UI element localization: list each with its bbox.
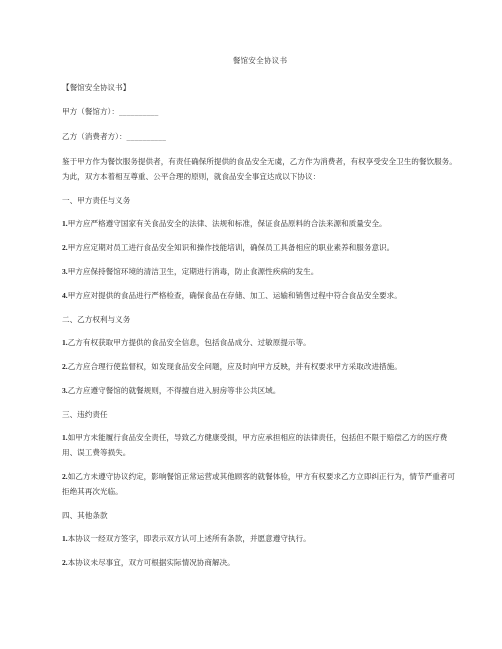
item-text: 本协议一经双方签字，即表示双方认可上述所有条款，并愿意遵守执行。 [67, 534, 311, 543]
party-b-line [62, 129, 458, 144]
list-item [62, 216, 458, 231]
item-text: 乙方有权获取甲方提供的食品安全信息，包括食品成分、过敏原提示等。 [67, 338, 311, 347]
item-number: 2. [62, 558, 68, 567]
item-text: 乙方应遵守餐馆的就餐规则，不得擅自进入厨房等非公共区域。 [67, 386, 281, 395]
item-text: 甲方应严格遵守国家有关食品安全的法律、法规和标准，保证食品原料的合法来源和质量安全。 [67, 219, 387, 228]
section-title: 三、违约责任 [62, 410, 108, 419]
list-item [62, 264, 458, 279]
list-item [62, 359, 458, 374]
item-number: 1. [62, 433, 68, 442]
section-other-terms [62, 508, 458, 570]
document-subtitle: 【餐馆安全协议书】 [62, 83, 131, 92]
section-title: 二、乙方权利与义务 [62, 315, 131, 324]
item-number: 2. [62, 243, 68, 252]
list-item [62, 531, 458, 546]
item-number: 1. [62, 338, 68, 347]
document-title: 餐馆安全协议书 [232, 56, 288, 65]
item-number: 2. [62, 472, 68, 481]
item-text: 本协议未尽事宜，双方可根据实际情况协商解决。 [67, 558, 235, 567]
list-item [62, 288, 458, 303]
item-text: 甲方应定期对员工进行食品安全知识和操作技能培训，确保员工具备相应的职业素养和服务意识。 [67, 243, 395, 252]
list-item [62, 469, 458, 499]
item-number: 4. [62, 291, 68, 300]
item-text: 甲方应保持餐馆环境的清洁卫生，定期进行消毒，防止食源性疾病的发生。 [67, 267, 319, 276]
item-text: 如乙方未遵守协议约定，影响餐馆正常运营或其他顾客的就餐体验，甲方有权要求乙方立即纠正行为，情节严重者可拒绝其再次光临。 [62, 472, 455, 496]
list-item [62, 555, 458, 570]
list-item [62, 335, 458, 350]
section-title: 四、其他条款 [62, 511, 108, 520]
section-liability [62, 407, 458, 499]
list-item [62, 383, 458, 398]
intro-paragraph: 鉴于甲方作为餐饮服务提供者，有责任确保所提供的食品安全无虞，乙方作为消费者，有权享受安全卫生的餐饮服务。为此，双方本着相互尊重、公平合理的原则，就食品安全事宜达成以下协议： [62, 157, 457, 181]
party-a-line [62, 104, 458, 119]
item-number: 1. [62, 534, 68, 543]
party-a-blank: __________ [118, 107, 159, 116]
party-a-label: 甲方（餐馆方）： [62, 107, 119, 116]
section-rights-b [62, 312, 458, 398]
item-number: 3. [62, 267, 68, 276]
item-text: 乙方应合理行使监督权，如发现食品安全问题，应及时向甲方反映，并有权要求甲方采取改进措施。 [67, 362, 402, 371]
item-text: 如甲方未能履行食品安全责任，导致乙方健康受损，甲方应承担相应的法律责任，包括但不限于赔偿乙方的医疗费用、误工费等损失。 [62, 433, 448, 457]
item-number: 3. [62, 386, 68, 395]
section-title: 一、甲方责任与义务 [62, 196, 131, 205]
list-item [62, 430, 458, 460]
item-number: 2. [62, 362, 68, 371]
item-text: 甲方应对提供的食品进行严格检查，确保食品在存储、加工、运输和销售过程中符合食品安全要求。 [67, 291, 402, 300]
list-item [62, 240, 458, 255]
section-responsibilities-a [62, 193, 458, 303]
party-b-blank: __________ [126, 132, 167, 141]
party-b-label: 乙方（消费者方）： [62, 132, 127, 141]
item-number: 1. [62, 219, 68, 228]
